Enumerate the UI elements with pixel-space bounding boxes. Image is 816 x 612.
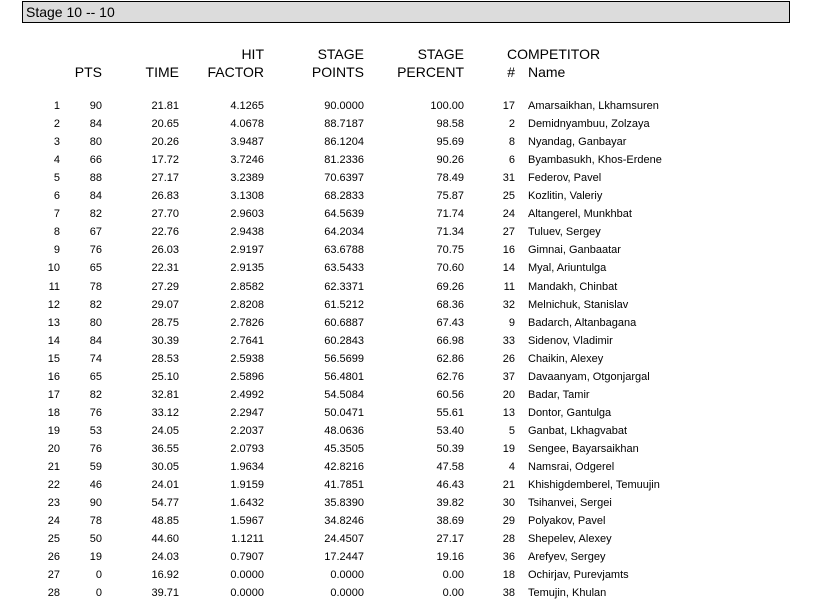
cell-stage-points: 0.0000 bbox=[330, 569, 364, 582]
cell-competitor-number: 17 bbox=[502, 100, 515, 112]
cell-competitor-name: Melnichuk, Stanislav bbox=[528, 298, 629, 311]
cell-place: 3 bbox=[53, 136, 60, 149]
cell-hit-factor: 1.9634 bbox=[230, 461, 264, 473]
cell-stage-percent: 78.49 bbox=[436, 172, 464, 185]
cell-competitor-name: Khishigdemberel, Temuujin bbox=[528, 479, 660, 492]
cell-competitor-number: 2 bbox=[508, 118, 515, 131]
cell-pts: 78 bbox=[89, 280, 102, 293]
cell-stage-percent: 71.34 bbox=[436, 226, 464, 239]
cell-place: 12 bbox=[47, 298, 60, 311]
cell-competitor-number: 13 bbox=[502, 406, 515, 419]
cell-hit-factor: 2.7826 bbox=[230, 316, 264, 329]
cell-place: 11 bbox=[48, 280, 60, 293]
cell-competitor-name: Arefyev, Sergey bbox=[528, 551, 606, 564]
cell-stage-points: 17.2447 bbox=[324, 551, 364, 564]
cell-competitor-number: 28 bbox=[502, 533, 515, 546]
cell-stage-percent: 38.69 bbox=[436, 515, 464, 528]
cell-competitor-name: Sengee, Bayarsaikhan bbox=[528, 442, 639, 455]
cell-stage-percent: 0.00 bbox=[442, 569, 464, 582]
cell-pts: 59 bbox=[89, 461, 102, 473]
cell-competitor-number: 25 bbox=[502, 190, 515, 203]
table-row bbox=[0, 512, 816, 530]
cell-stage-points: 45.3505 bbox=[324, 442, 364, 455]
header-stage-percent-line1: STAGE bbox=[417, 46, 464, 62]
cell-time: 27.29 bbox=[151, 280, 179, 293]
cell-stage-percent: 60.56 bbox=[436, 388, 464, 401]
cell-place: 13 bbox=[47, 316, 60, 329]
cell-stage-percent: 68.36 bbox=[436, 298, 464, 311]
cell-hit-factor: 2.9438 bbox=[230, 226, 264, 239]
cell-stage-percent: 0.00 bbox=[442, 587, 464, 600]
cell-stage-points: 42.8216 bbox=[324, 461, 364, 473]
cell-hit-factor: 2.8582 bbox=[230, 280, 264, 293]
cell-hit-factor: 0.0000 bbox=[230, 587, 264, 600]
cell-hit-factor: 2.7641 bbox=[230, 334, 264, 347]
cell-competitor-number: 24 bbox=[502, 208, 515, 221]
cell-competitor-name: Demidnyambuu, Zolzaya bbox=[528, 118, 650, 131]
cell-stage-points: 81.2336 bbox=[324, 154, 364, 167]
cell-hit-factor: 1.6432 bbox=[230, 497, 264, 510]
cell-stage-points: 24.4507 bbox=[324, 533, 364, 546]
cell-competitor-name: Mandakh, Chinbat bbox=[528, 280, 618, 293]
cell-pts: 46 bbox=[89, 479, 102, 492]
cell-stage-points: 50.0471 bbox=[324, 406, 364, 419]
table-row bbox=[0, 476, 816, 494]
cell-place: 14 bbox=[47, 334, 60, 347]
cell-hit-factor: 3.2389 bbox=[230, 172, 264, 185]
cell-time: 48.85 bbox=[151, 515, 179, 528]
cell-place: 4 bbox=[53, 154, 60, 167]
cell-place: 15 bbox=[47, 352, 60, 365]
cell-competitor-number: 21 bbox=[502, 479, 515, 492]
cell-hit-factor: 4.0678 bbox=[230, 118, 264, 131]
table-row bbox=[0, 350, 816, 368]
cell-pts: 76 bbox=[89, 442, 102, 455]
cell-time: 30.05 bbox=[151, 461, 179, 473]
cell-place: 6 bbox=[53, 190, 60, 203]
cell-stage-percent: 19.16 bbox=[436, 551, 464, 564]
cell-hit-factor: 1.5967 bbox=[230, 515, 264, 528]
cell-competitor-number: 8 bbox=[508, 136, 515, 149]
cell-pts: 82 bbox=[89, 208, 102, 221]
cell-time: 44.60 bbox=[151, 533, 179, 546]
cell-stage-percent: 50.39 bbox=[436, 442, 464, 455]
cell-hit-factor: 2.0793 bbox=[230, 442, 264, 455]
cell-time: 22.31 bbox=[151, 262, 179, 275]
cell-stage-points: 48.0636 bbox=[324, 424, 364, 437]
cell-time: 27.70 bbox=[151, 208, 179, 221]
cell-competitor-name: Ganbat, Lkhagvabat bbox=[528, 424, 628, 437]
table-row bbox=[0, 566, 816, 584]
cell-stage-points: 70.6397 bbox=[324, 172, 364, 185]
header-stage-points-line1: STAGE bbox=[317, 46, 364, 62]
cell-stage-percent: 69.26 bbox=[436, 280, 464, 293]
cell-place: 16 bbox=[47, 370, 60, 383]
cell-pts: 74 bbox=[89, 352, 102, 365]
cell-competitor-name: Namsrai, Odgerel bbox=[528, 461, 615, 473]
cell-stage-points: 64.2034 bbox=[324, 226, 364, 239]
cell-pts: 84 bbox=[89, 190, 102, 203]
cell-stage-points: 54.5084 bbox=[324, 388, 364, 401]
cell-stage-percent: 53.40 bbox=[436, 424, 464, 437]
cell-place: 10 bbox=[47, 262, 60, 275]
cell-competitor-name: Badarch, Altanbagana bbox=[528, 316, 637, 329]
cell-pts: 88 bbox=[89, 172, 102, 185]
cell-place: 27 bbox=[47, 569, 60, 582]
cell-stage-percent: 27.17 bbox=[436, 533, 464, 546]
cell-time: 24.03 bbox=[151, 551, 179, 564]
cell-hit-factor: 2.9135 bbox=[230, 262, 264, 275]
cell-stage-percent: 66.98 bbox=[436, 334, 464, 347]
table-row bbox=[0, 386, 816, 404]
cell-competitor-name: Shepelev, Alexey bbox=[528, 533, 612, 546]
cell-hit-factor: 3.7246 bbox=[230, 154, 264, 167]
cell-hit-factor: 4.1265 bbox=[230, 100, 264, 112]
cell-place: 17 bbox=[47, 388, 60, 401]
cell-competitor-number: 5 bbox=[508, 424, 515, 437]
cell-hit-factor: 2.5896 bbox=[230, 370, 264, 383]
cell-competitor-number: 33 bbox=[502, 334, 515, 347]
cell-competitor-name: Altangerel, Munkhbat bbox=[528, 208, 632, 221]
cell-stage-points: 60.2843 bbox=[324, 334, 364, 347]
cell-time: 20.26 bbox=[151, 136, 179, 149]
cell-time: 25.10 bbox=[151, 370, 179, 383]
cell-hit-factor: 1.9159 bbox=[230, 479, 264, 492]
cell-stage-percent: 95.69 bbox=[436, 136, 464, 149]
cell-hit-factor: 2.9197 bbox=[230, 244, 264, 257]
cell-stage-percent: 67.43 bbox=[436, 316, 464, 329]
cell-competitor-name: Myal, Ariuntulga bbox=[528, 262, 607, 275]
cell-time: 36.55 bbox=[151, 442, 179, 455]
cell-stage-points: 0.0000 bbox=[330, 587, 364, 600]
cell-competitor-number: 18 bbox=[502, 569, 515, 582]
cell-competitor-number: 29 bbox=[502, 515, 515, 528]
cell-competitor-number: 4 bbox=[508, 461, 515, 473]
header-number: # bbox=[507, 64, 515, 80]
cell-stage-percent: 70.75 bbox=[436, 244, 464, 257]
cell-competitor-number: 31 bbox=[502, 172, 515, 185]
cell-competitor-name: Ochirjav, Purevjamts bbox=[528, 569, 629, 582]
cell-place: 19 bbox=[47, 424, 60, 437]
cell-stage-points: 34.8246 bbox=[324, 515, 364, 528]
cell-stage-points: 90.0000 bbox=[324, 100, 364, 112]
table-row bbox=[0, 548, 816, 566]
cell-competitor-number: 16 bbox=[502, 244, 515, 257]
table-row bbox=[0, 115, 816, 133]
cell-competitor-number: 30 bbox=[502, 497, 515, 510]
cell-stage-points: 60.6887 bbox=[324, 316, 364, 329]
cell-stage-points: 68.2833 bbox=[324, 190, 364, 203]
table-row bbox=[0, 494, 816, 512]
cell-pts: 80 bbox=[89, 316, 102, 329]
cell-place: 9 bbox=[53, 244, 60, 257]
table-row bbox=[0, 422, 816, 440]
cell-stage-percent: 62.76 bbox=[436, 370, 464, 383]
cell-hit-factor: 2.2037 bbox=[230, 424, 264, 437]
cell-competitor-name: Polyakov, Pavel bbox=[528, 515, 606, 528]
cell-stage-percent: 55.61 bbox=[436, 406, 464, 419]
cell-hit-factor: 2.8208 bbox=[230, 298, 264, 311]
cell-competitor-name: Badar, Tamir bbox=[528, 388, 590, 401]
cell-time: 24.05 bbox=[151, 424, 179, 437]
cell-place: 25 bbox=[47, 533, 60, 546]
cell-time: 29.07 bbox=[151, 298, 179, 311]
cell-place: 23 bbox=[47, 497, 60, 510]
cell-place: 5 bbox=[53, 172, 60, 185]
cell-pts: 76 bbox=[89, 244, 102, 257]
cell-time: 26.03 bbox=[151, 244, 179, 257]
table-row bbox=[0, 404, 816, 422]
cell-competitor-number: 32 bbox=[502, 298, 515, 311]
table-row bbox=[0, 458, 816, 476]
cell-competitor-number: 36 bbox=[502, 551, 515, 564]
cell-hit-factor: 2.9603 bbox=[230, 208, 264, 221]
cell-pts: 84 bbox=[89, 118, 102, 131]
cell-pts: 90 bbox=[89, 497, 102, 510]
cell-time: 26.83 bbox=[151, 190, 179, 203]
header-name: Name bbox=[528, 64, 566, 80]
header-pts: PTS bbox=[74, 64, 102, 80]
cell-competitor-number: 27 bbox=[502, 226, 515, 239]
cell-hit-factor: 0.0000 bbox=[230, 569, 264, 582]
table-row bbox=[0, 584, 816, 602]
cell-pts: 53 bbox=[89, 424, 102, 437]
cell-competitor-number: 37 bbox=[502, 370, 515, 383]
cell-stage-percent: 39.82 bbox=[436, 497, 464, 510]
cell-competitor-name: Gimnai, Ganbaatar bbox=[528, 244, 621, 257]
cell-stage-points: 63.6788 bbox=[324, 244, 364, 257]
cell-stage-points: 86.1204 bbox=[324, 136, 364, 149]
cell-competitor-name: Dontor, Gantulga bbox=[528, 406, 612, 419]
cell-place: 24 bbox=[47, 515, 60, 528]
table-row bbox=[0, 133, 816, 151]
stage-title: Stage 10 -- 10 bbox=[26, 4, 115, 20]
cell-place: 21 bbox=[47, 461, 60, 473]
cell-competitor-number: 11 bbox=[503, 280, 515, 293]
table-row bbox=[0, 223, 816, 241]
cell-stage-percent: 46.43 bbox=[436, 479, 464, 492]
cell-competitor-name: Amarsaikhan, Lkhamsuren bbox=[528, 100, 659, 112]
cell-pts: 19 bbox=[89, 551, 102, 564]
cell-stage-points: 88.7187 bbox=[324, 118, 364, 131]
cell-stage-percent: 62.86 bbox=[436, 352, 464, 365]
cell-hit-factor: 0.7907 bbox=[230, 551, 264, 564]
cell-pts: 0 bbox=[95, 587, 102, 600]
cell-place: 20 bbox=[47, 442, 60, 455]
cell-competitor-number: 14 bbox=[502, 262, 515, 275]
cell-hit-factor: 1.1211 bbox=[231, 533, 264, 546]
cell-stage-percent: 75.87 bbox=[436, 190, 464, 203]
cell-time: 17.72 bbox=[151, 154, 179, 167]
cell-pts: 67 bbox=[89, 226, 102, 239]
cell-competitor-number: 20 bbox=[502, 388, 515, 401]
cell-time: 28.53 bbox=[151, 352, 179, 365]
cell-time: 20.65 bbox=[151, 118, 179, 131]
cell-time: 28.75 bbox=[151, 316, 179, 329]
cell-pts: 78 bbox=[89, 515, 102, 528]
cell-competitor-number: 6 bbox=[508, 154, 515, 167]
header-competitor: COMPETITOR bbox=[507, 46, 601, 62]
cell-time: 27.17 bbox=[151, 172, 179, 185]
cell-time: 24.01 bbox=[151, 479, 179, 492]
header-stage-points-line2: POINTS bbox=[311, 64, 364, 80]
cell-competitor-name: Tsihanvei, Sergei bbox=[528, 497, 612, 510]
cell-time: 22.76 bbox=[151, 226, 179, 239]
table-row bbox=[0, 440, 816, 458]
cell-competitor-name: Byambasukh, Khos-Erdene bbox=[528, 154, 662, 167]
header-stage-percent-line2: PERCENT bbox=[397, 64, 464, 80]
cell-stage-points: 56.4801 bbox=[324, 370, 364, 383]
cell-pts: 50 bbox=[89, 533, 102, 546]
cell-competitor-name: Sidenov, Vladimir bbox=[528, 334, 613, 347]
header-hit-factor-line1: HIT bbox=[241, 46, 264, 62]
cell-place: 18 bbox=[47, 406, 60, 419]
table-row bbox=[0, 97, 816, 115]
cell-place: 8 bbox=[53, 226, 60, 239]
cell-stage-percent: 98.58 bbox=[436, 118, 464, 131]
cell-pts: 0 bbox=[95, 569, 102, 582]
table-row bbox=[0, 259, 816, 277]
cell-pts: 82 bbox=[89, 388, 102, 401]
cell-hit-factor: 2.2947 bbox=[230, 406, 264, 419]
cell-stage-points: 61.5212 bbox=[324, 298, 364, 311]
cell-stage-points: 62.3371 bbox=[324, 280, 364, 293]
cell-pts: 80 bbox=[89, 136, 102, 149]
cell-place: 2 bbox=[53, 118, 60, 131]
cell-time: 32.81 bbox=[151, 388, 179, 401]
table-row bbox=[0, 205, 816, 223]
cell-time: 54.77 bbox=[151, 497, 179, 510]
cell-place: 7 bbox=[53, 208, 60, 221]
cell-competitor-name: Temujin, Khulan bbox=[528, 587, 607, 600]
cell-pts: 76 bbox=[89, 406, 102, 419]
cell-pts: 84 bbox=[89, 334, 102, 347]
table-row bbox=[0, 169, 816, 187]
table-row bbox=[0, 368, 816, 386]
cell-competitor-name: Chaikin, Alexey bbox=[528, 352, 604, 365]
cell-stage-percent: 90.26 bbox=[436, 154, 464, 167]
cell-stage-points: 35.8390 bbox=[324, 497, 364, 510]
cell-stage-points: 41.7851 bbox=[324, 479, 364, 492]
cell-competitor-number: 26 bbox=[502, 352, 515, 365]
header-hit-factor-line2: FACTOR bbox=[207, 64, 264, 80]
cell-hit-factor: 2.4992 bbox=[230, 388, 264, 401]
cell-place: 26 bbox=[47, 551, 60, 564]
cell-place: 28 bbox=[47, 587, 60, 600]
cell-stage-percent: 47.58 bbox=[436, 461, 464, 473]
table-row bbox=[0, 151, 816, 169]
cell-time: 33.12 bbox=[151, 406, 179, 419]
table-row bbox=[0, 296, 816, 314]
cell-stage-percent: 71.74 bbox=[436, 208, 464, 221]
cell-pts: 90 bbox=[89, 100, 102, 112]
cell-competitor-name: Davaanyam, Otgonjargal bbox=[528, 370, 650, 383]
cell-stage-percent: 100.00 bbox=[430, 100, 464, 112]
cell-stage-percent: 70.60 bbox=[436, 262, 464, 275]
table-row bbox=[0, 530, 816, 548]
table-row bbox=[0, 332, 816, 350]
cell-pts: 82 bbox=[89, 298, 102, 311]
cell-competitor-name: Nyandag, Ganbayar bbox=[528, 136, 627, 149]
cell-place: 1 bbox=[53, 100, 60, 112]
cell-time: 39.71 bbox=[151, 587, 179, 600]
cell-pts: 65 bbox=[89, 370, 102, 383]
cell-competitor-number: 19 bbox=[502, 442, 515, 455]
cell-competitor-number: 38 bbox=[502, 587, 515, 600]
cell-time: 30.39 bbox=[151, 334, 179, 347]
cell-stage-points: 63.5433 bbox=[324, 262, 364, 275]
cell-stage-points: 56.5699 bbox=[324, 352, 364, 365]
table-row bbox=[0, 241, 816, 259]
cell-hit-factor: 3.1308 bbox=[230, 190, 264, 203]
cell-pts: 66 bbox=[89, 154, 102, 167]
table-row bbox=[0, 314, 816, 332]
header-time: TIME bbox=[145, 64, 179, 80]
stage-header-bar bbox=[22, 1, 790, 23]
table-row bbox=[0, 187, 816, 205]
cell-competitor-name: Kozlitin, Valeriy bbox=[528, 190, 603, 203]
cell-time: 21.81 bbox=[151, 100, 179, 112]
cell-place: 22 bbox=[47, 479, 60, 492]
cell-competitor-name: Federov, Pavel bbox=[528, 172, 602, 185]
cell-competitor-number: 9 bbox=[508, 316, 515, 329]
table-row bbox=[0, 278, 816, 296]
cell-stage-points: 64.5639 bbox=[324, 208, 364, 221]
cell-pts: 65 bbox=[89, 262, 102, 275]
cell-hit-factor: 3.9487 bbox=[230, 136, 264, 149]
cell-competitor-name: Tuluev, Sergey bbox=[528, 226, 601, 239]
cell-time: 16.92 bbox=[151, 569, 179, 582]
cell-hit-factor: 2.5938 bbox=[230, 352, 264, 365]
